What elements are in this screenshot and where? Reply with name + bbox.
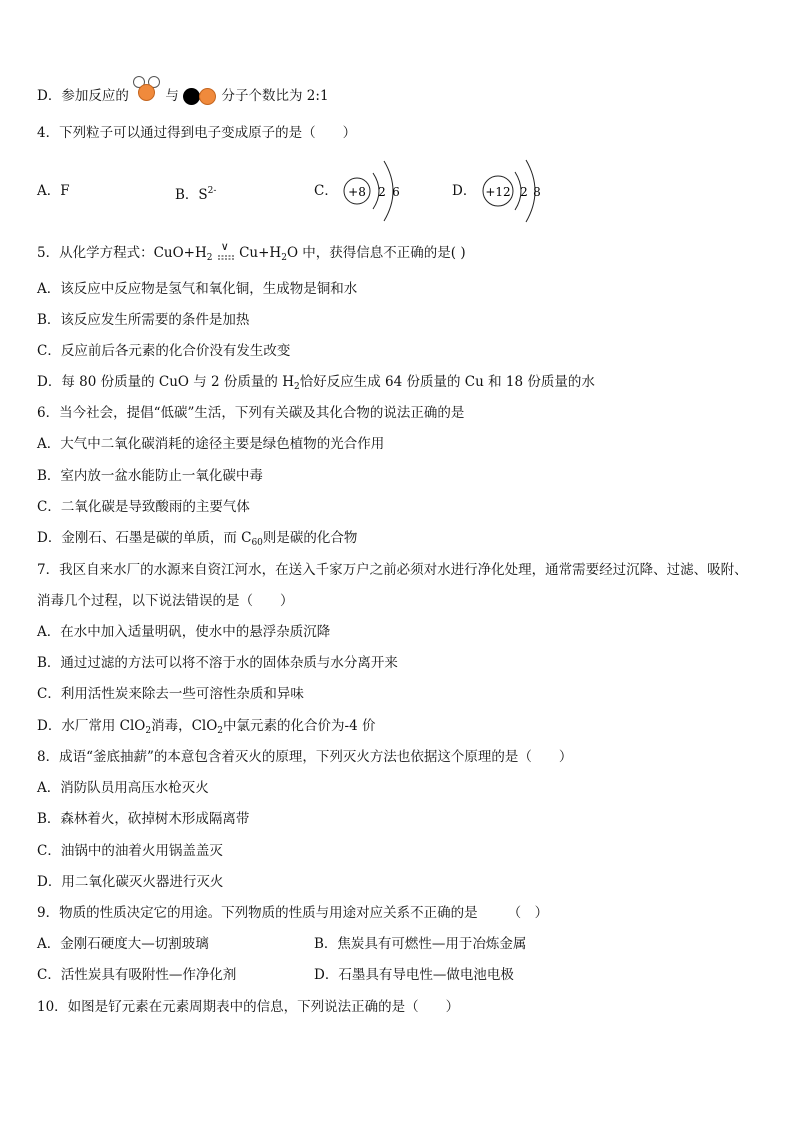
q3-option-d-prefix: D．参加反应的 <box>37 88 129 104</box>
q7-option-d-part-c: 中氯元素的化合价为-4 价 <box>223 718 376 734</box>
nucleus-charge-d: +12 <box>485 185 511 199</box>
q7-option-b: B．通过过滤的方法可以将不溶于水的固体杂质与水分离开来 <box>37 655 398 671</box>
q5-stem-part-b: Cu+H <box>239 245 282 261</box>
q6-option-c: C．二氧化碳是导致酸雨的主要气体 <box>37 499 250 515</box>
q5-option-b: B．该反应发生所需要的条件是加热 <box>37 312 250 328</box>
shell-1-electrons-c: 2 <box>378 185 386 199</box>
q3-option-d-mid: 与 <box>165 88 179 104</box>
q5-option-d <box>37 372 595 397</box>
atom-structure-diagram-d <box>478 155 550 227</box>
heating-mark: ∨ <box>220 240 229 253</box>
q5-option-d-part-a: D．每 80 份质量的 CuO 与 2 份质量的 H <box>37 374 294 390</box>
q6-option-d-part-a: D．金刚石、石墨是碳的单质，而 C <box>37 530 252 546</box>
q8-option-b: B．森林着火，砍掉树木形成隔离带 <box>37 811 250 827</box>
q5-stem <box>37 240 466 268</box>
q6-option-d-subscript: 60 <box>251 538 263 548</box>
shell-2-electrons-d: 8 <box>533 185 541 199</box>
q4-option-b-label: B．S <box>175 187 208 203</box>
q8-option-d: D．用二氧化碳灭火器进行灭火 <box>37 874 224 890</box>
q4-option-d-label: D． <box>452 183 477 199</box>
q8-option-c: C．油锅中的油着火用锅盖盖灭 <box>37 843 223 859</box>
q6-option-d <box>37 528 357 553</box>
reactant-molecule-icon <box>133 76 161 104</box>
q5-option-d-subscript: 2 <box>294 382 300 392</box>
q4-option-b <box>175 181 216 205</box>
q7-option-d <box>37 716 375 741</box>
q10-stem: 10．如图是钌元素在元素周期表中的信息，下列说法正确的是（ ） <box>37 999 460 1015</box>
q9-option-d: D．石墨具有导电性—做电池电极 <box>314 967 514 983</box>
q9-option-c: C．活性炭具有吸附性—作净化剂 <box>37 967 237 983</box>
q9-answer-paren: （ ） <box>507 905 549 921</box>
q9-stem <box>37 903 548 923</box>
q6-stem: 6．当今社会，提倡“低碳”生活，下列有关碳及其化合物的说法正确的是 <box>37 405 465 421</box>
q7-option-a: A．在水中加入适量明矾，使水中的悬浮杂质沉降 <box>37 624 331 640</box>
q9-option-a: A．金刚石硬度大—切割玻璃 <box>37 936 209 952</box>
q4-option-a: A．F <box>37 183 70 199</box>
q7-option-d-part-a: D．水厂常用 ClO <box>37 718 146 734</box>
q5-option-a: A．该反应中反应物是氢气和氧化铜，生成物是铜和水 <box>37 281 358 297</box>
q8-option-a: A．消防队员用高压水枪灭火 <box>37 780 209 796</box>
q3-option-d-suffix: 分子个数比为 2:1 <box>221 88 329 104</box>
q9-stem-text: 9．物质的性质决定它的用途。下列物质的性质与用途对应关系不正确的是 <box>37 905 478 921</box>
q6-option-a: A．大气中二氧化碳消耗的途径主要是绿色植物的光合作用 <box>37 436 385 452</box>
q7-option-d-subscript-2: 2 <box>217 726 224 736</box>
q5-subscript-h2o: 2 <box>281 253 287 263</box>
q3-option-d <box>37 86 329 107</box>
q5-subscript-h2: 2 <box>206 253 213 263</box>
q5-option-d-part-b: 恰好反应生成 64 份质量的 Cu 和 18 份质量的水 <box>299 374 595 390</box>
q7-option-d-subscript-1: 2 <box>145 726 152 736</box>
heating-arrow-icon <box>217 240 235 263</box>
q4-stem: 4．下列粒子可以通过得到电子变成原子的是（ ） <box>37 125 357 141</box>
q4-option-c-label: C． <box>314 183 338 199</box>
q7-stem-line-1: 7．我区自来水厂的水源来自资江河水，在送入千家万户之前必须对水进行净化处理，通常需要经过沉降、过滤、吸附、 <box>37 562 748 578</box>
q7-option-c: C．利用活性炭来除去一些可溶性杂质和异味 <box>37 686 304 702</box>
q5-stem-part-c: O 中，获得信息不正确的是( ) <box>286 245 466 261</box>
q6-option-b: B．室内放一盆水能防止一氧化碳中毒 <box>37 468 263 484</box>
q7-option-d-part-b: 消毒，ClO <box>151 718 218 734</box>
q6-option-d-part-b: 则是碳的化合物 <box>262 530 358 546</box>
q8-stem: 8．成语“釜底抽薪”的本意包含着灭火的原理，下列灭火方法也依据这个原理的是（ ） <box>37 749 573 765</box>
shell-2-electrons-c: 6 <box>392 185 400 199</box>
q7-stem-line-2: 消毒几个过程，以下说法错误的是（ ） <box>37 593 294 609</box>
q9-option-b: B．焦炭具有可燃性—用于冶炼金属 <box>314 936 527 952</box>
q4-option-b-charge: 2- <box>207 186 217 196</box>
nucleus-charge-c: +8 <box>348 185 366 199</box>
shell-1-electrons-d: 2 <box>520 185 528 199</box>
q5-stem-part-a: 5．从化学方程式：CuO+H <box>37 245 207 261</box>
q5-option-c: C．反应前后各元素的化合价没有发生改变 <box>37 343 291 359</box>
atom-structure-diagram-c <box>340 155 410 227</box>
product-molecule-icon <box>183 87 217 107</box>
